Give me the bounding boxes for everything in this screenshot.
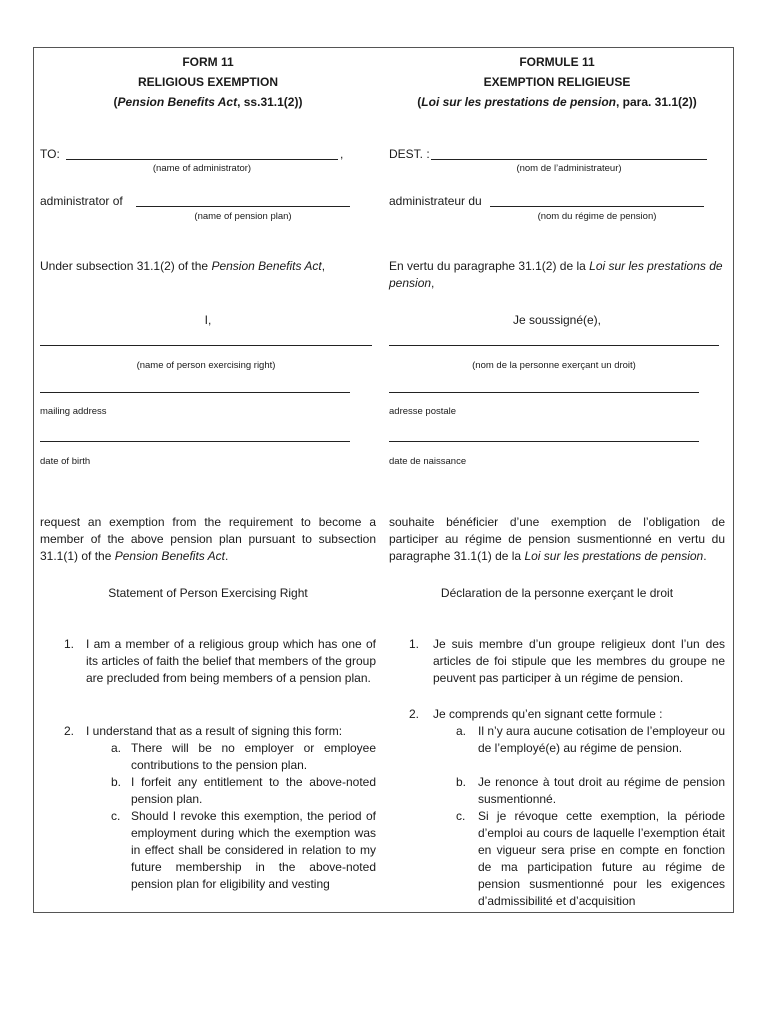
statute-act-name: Pension Benefits Act [117, 95, 238, 109]
under-subsection-end: , [321, 259, 326, 273]
item-1-text-fr: Je suis membre d’un groupe religieux dont l’un des articles de foi stipule que les membres du groupe ne peuvent pas participer à un régime de pension. [433, 637, 725, 685]
mailing-address-label: mailing address [40, 406, 107, 417]
statute-section-fr: , para. 31.1(2)) [616, 95, 697, 109]
form-title: RELIGIOUS EXEMPTION [137, 75, 278, 89]
date-of-birth-label: date of birth [40, 456, 91, 467]
sub-c-text: Should I revoke this exemption, the period of employment during which the exemption was in effect shall be considered in relation to my future membership in the above-noted pension plan for eligibility and vesting [131, 809, 376, 891]
pension-plan-name-field-fr[interactable] [490, 193, 704, 207]
date-of-birth-label-fr: date de naissance [389, 456, 467, 467]
under-subsection-prefix-fr: En vertu du paragraphe 31.1(2) de la [389, 259, 586, 273]
request-end: . [225, 549, 229, 563]
item-1-number-fr: 1. [409, 637, 420, 651]
item-2-number-fr: 2. [409, 707, 420, 721]
statute-reference-fr: (Loi sur les prestations de pension, para. 31.1(2)) [417, 95, 697, 109]
pension-plan-name-field[interactable] [136, 193, 350, 207]
administrator-of-label-fr: administrateur du [389, 194, 482, 208]
request-paragraph-fr [389, 514, 725, 565]
sub-b-label: b. [111, 775, 122, 789]
administrator-name-hint-fr: (nom de l’administrateur) [516, 163, 622, 174]
statute-reference: (Pension Benefits Act, ss.31.1(2)) [113, 95, 303, 109]
mailing-address-label-fr: adresse postale [389, 406, 457, 417]
sub-a-text-fr: Il n’y aura aucune cotisation de l’employeur ou de l’employé(e) au régime de pension. [478, 724, 725, 755]
sub-c-text-fr: Si je révoque cette exemption, la période d’emploi au cours de laquelle l’exemption était en vigueur sera prise en compte en fonction de ma participation future au régime de pension susmentionné pour les exigences d’admissibilité et d’acquisition [478, 809, 725, 908]
statute-section: , ss.31.1(2)) [237, 95, 303, 109]
item-2-text-fr: Je comprends qu’en signant cette formule : [433, 707, 663, 721]
sub-b-text-fr: Je renonce à tout droit au régime de pension susmentionné. [478, 775, 725, 806]
item-1-text: I am a member of a religious group which has one of its articles of faith the belief that members of the group are precluded from being members of a pension plan. [86, 637, 376, 685]
sub-a-text: There will be no employer or employee contributions to the pension plan. [131, 741, 376, 772]
item-2-text: I understand that as a result of signing this form: [86, 724, 343, 738]
to-label-fr: DEST. : [389, 147, 430, 161]
pension-plan-name-hint-fr: (nom du régime de pension) [537, 211, 657, 222]
administrator-name-field-fr[interactable] [431, 146, 707, 160]
person-name-hint: (name of person exercising right) [136, 360, 276, 371]
request-text: request an exemption from the requirement to become a member of the above pension plan pursuant to subsection 31.1(1) of the [40, 515, 376, 563]
request-text-fr: souhaite bénéficier d’une exemption de l’obligation de participer au régime de pension susmentionné en vertu du paragraphe 31.1(1) de la [389, 515, 725, 563]
statute-act-name-fr: Loi sur les prestations de pension [421, 95, 616, 109]
sub-c-label: c. [111, 809, 121, 823]
to-label: TO: [40, 147, 60, 161]
administrator-name-field[interactable] [66, 146, 338, 160]
person-name-field[interactable] [40, 345, 372, 346]
sub-c-label-fr: c. [456, 809, 466, 823]
request-act: Pension Benefits Act [114, 549, 226, 563]
pension-plan-name-hint: (name of pension plan) [194, 211, 292, 222]
person-name-field-fr[interactable] [389, 345, 719, 346]
form-frame [33, 47, 734, 913]
mailing-address-field-fr[interactable] [389, 392, 699, 393]
date-of-birth-field[interactable] [40, 441, 350, 442]
person-name-hint-fr: (nom de la personne exerçant un droit) [472, 360, 636, 371]
under-subsection-text-fr [389, 258, 725, 292]
under-subsection-act: Pension Benefits Act [211, 259, 322, 273]
form-number-fr: FORMULE 11 [519, 55, 595, 69]
sub-b-label-fr: b. [456, 775, 467, 789]
date-of-birth-field-fr[interactable] [389, 441, 699, 442]
mailing-address-field[interactable] [40, 392, 350, 393]
request-paragraph [40, 514, 376, 565]
item-1-number: 1. [64, 637, 75, 651]
request-act-fr: Loi sur les prestations de pension [524, 549, 704, 563]
sub-b-text: I forfeit any entitlement to the above-noted pension plan. [131, 775, 376, 806]
statement-heading-fr: Déclaration de la personne exerçant le droit [440, 586, 674, 600]
administrator-name-hint: (name of administrator) [152, 163, 252, 174]
request-end-fr: . [703, 549, 707, 563]
administrator-of-label: administrator of [40, 194, 123, 208]
under-subsection-prefix: Under subsection 31.1(2) of the [40, 259, 209, 273]
item-2-number: 2. [64, 724, 75, 738]
sub-a-label: a. [111, 741, 122, 755]
under-subsection-act-fr: Loi sur les prestations de pension [389, 259, 723, 290]
sub-a-label-fr: a. [456, 724, 467, 738]
under-subsection-end-fr: , [431, 276, 435, 290]
form-title-fr: EXEMPTION RELIGIEUSE [483, 75, 631, 89]
i-text-fr: Je soussigné(e), [512, 313, 602, 327]
under-subsection-text [40, 258, 376, 275]
form-number: FORM 11 [182, 55, 234, 69]
i-text: I, [204, 313, 212, 327]
statement-heading: Statement of Person Exercising Right [108, 586, 308, 600]
to-comma: , [340, 147, 344, 161]
